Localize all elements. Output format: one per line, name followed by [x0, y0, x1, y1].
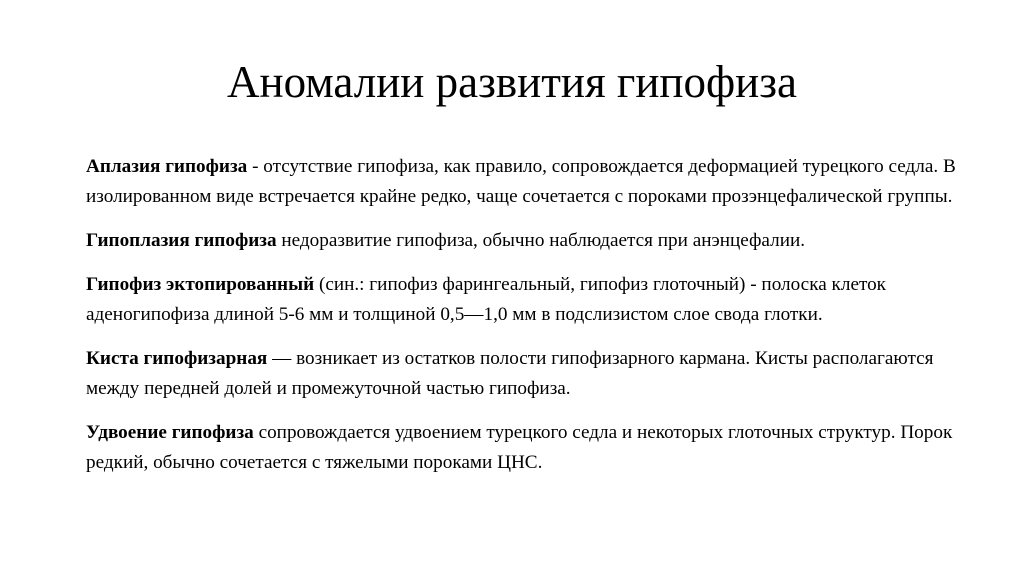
slide-content	[86, 152, 956, 492]
definition-aplasia: - отсутствие гипофиза, как правило, сопровождается деформацией турецкого седла. В изолированном виде встречается крайне редко, чаще сочетается с пороками прозэнцефалической группы.	[86, 156, 956, 207]
paragraph-aplasia	[86, 152, 956, 212]
paragraph-hypoplasia	[86, 226, 956, 256]
definition-hypoplasia: недоразвитие гипофиза, обычно наблюдается при анэнцефалии.	[276, 230, 806, 251]
term-hypoplasia: Гипоплазия гипофиза	[86, 230, 277, 251]
definition-duplication: сопровождается удвоением турецкого седла и некоторых глоточных структур. Порок редкий, обычно сочетается с тяжелыми пороками ЦНС.	[86, 422, 953, 473]
term-cyst: Киста гипофизарная	[86, 348, 268, 369]
paragraph-duplication	[86, 418, 956, 478]
paragraph-cyst	[86, 344, 956, 404]
definition-cyst: — возникает из остатков полости гипофизарного кармана. Кисты располагаются между передней долей и промежуточной частью гипофиза.	[86, 348, 934, 399]
slide-title: Аномалии развития гипофиза	[226, 57, 797, 107]
term-ectopic: Гипофиз эктопированный	[86, 274, 315, 295]
paragraph-ectopic	[86, 270, 956, 330]
term-duplication: Удвоение гипофиза	[86, 422, 254, 443]
term-aplasia: Аплазия гипофиза	[86, 156, 248, 177]
definition-ectopic: (син.: гипофиз фарингеальный, гипофиз глоточный) - полоска клеток аденогипофиза длиной 5-6 мм и толщиной 0,5—1,0 мм в подслизистом слое свода глотки.	[86, 274, 887, 325]
